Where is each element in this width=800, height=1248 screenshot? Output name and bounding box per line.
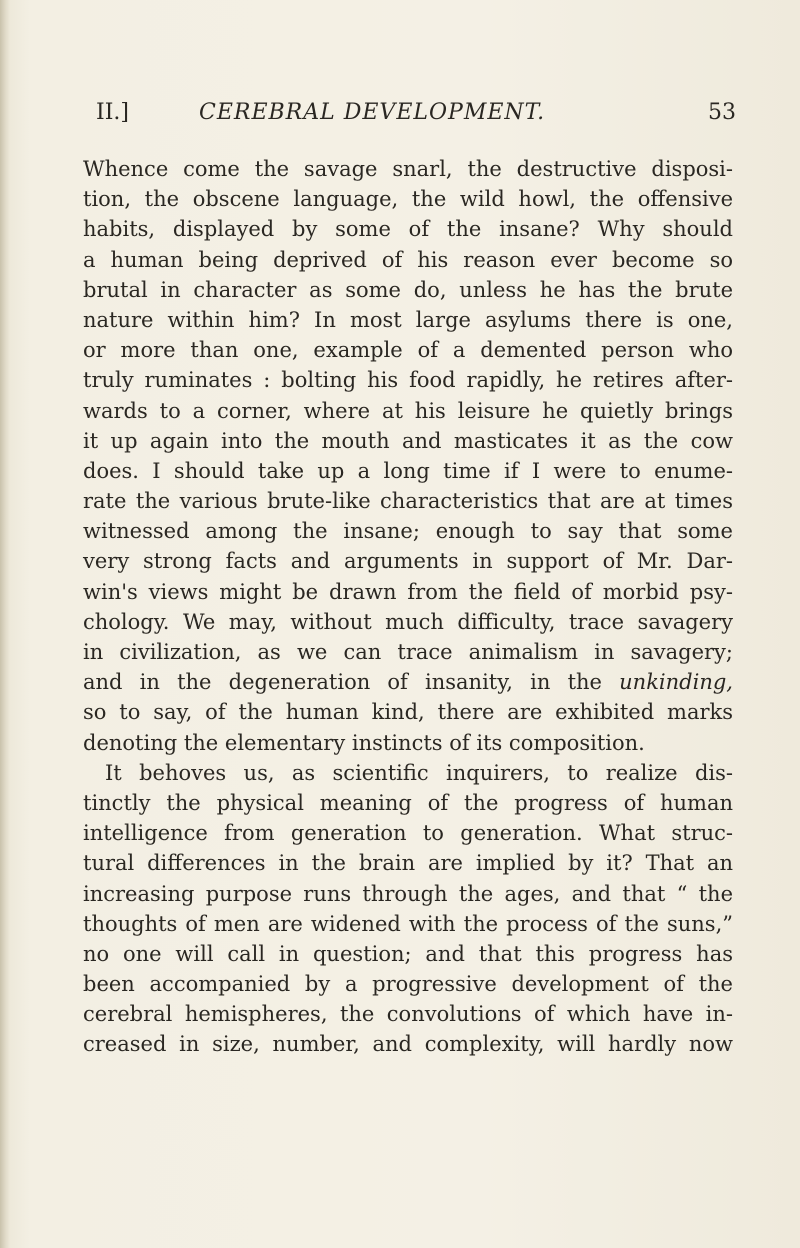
text-line: brutal in character as some do, unless he has the brute bbox=[83, 277, 733, 302]
section-number: II.] bbox=[96, 100, 129, 125]
running-title: CEREBRAL DEVELOPMENT. bbox=[199, 100, 546, 125]
text-line: tural differences in the brain are implied by it? That an bbox=[83, 851, 733, 876]
text-line: chology. We may, without much difficulty, trace savagery bbox=[83, 609, 733, 634]
text-line: it up again into the mouth and masticates it as the cow bbox=[83, 428, 733, 453]
text-line: Whence come the savage snarl, the destructive disposi- bbox=[83, 157, 733, 181]
text-line: tion, the obscene language, the wild howl, the offensive bbox=[83, 187, 733, 212]
text-line: cerebral hemispheres, the convolutions of which have in- bbox=[83, 1002, 733, 1027]
text-line: or more than one, example of a demented person who bbox=[83, 338, 733, 363]
text-line: win's views might be drawn from the field of morbid psy- bbox=[83, 579, 733, 604]
text-line: increasing purpose runs through the ages, and that “ the bbox=[83, 881, 733, 906]
text-line-with-italic bbox=[83, 667, 733, 697]
text-line: creased in size, number, and complexity, will hardly now bbox=[83, 1032, 733, 1057]
text-line: very strong facts and arguments in support of Mr. Dar- bbox=[83, 549, 733, 574]
text-line: rate the various brute-like characteristics that are at times bbox=[83, 489, 733, 514]
text-line: no one will call in question; and that this progress has bbox=[83, 941, 733, 966]
page-number: 53 bbox=[708, 100, 736, 125]
text-line: habits, displayed by some of the insane? Why should bbox=[83, 217, 733, 242]
text-segment: and in the degeneration of insanity, in the bbox=[83, 670, 602, 695]
text-line: wards to a corner, where at his leisure he quietly brings bbox=[83, 398, 733, 423]
running-header bbox=[96, 100, 736, 130]
text-line: truly ruminates : bolting his food rapidly, he retires after- bbox=[83, 368, 733, 393]
body-text bbox=[83, 154, 733, 1060]
text-line: witnessed among the insane; enough to say that some bbox=[83, 519, 733, 544]
text-line: does. I should take up a long time if I were to enume- bbox=[83, 458, 733, 483]
text-line: thoughts of men are widened with the process of the suns,” bbox=[83, 911, 733, 936]
text-line: nature within him? In most large asylums there is one, bbox=[83, 307, 733, 332]
text-line: been accompanied by a progressive development of the bbox=[83, 972, 733, 997]
page-binding-edge bbox=[0, 0, 10, 1248]
text-line: so to say, of the human kind, there are exhibited marks bbox=[83, 700, 733, 725]
italic-word: unkinding, bbox=[619, 670, 733, 695]
text-line: intelligence from generation to generation. What struc- bbox=[83, 821, 733, 846]
text-line: denoting the elementary instincts of its composition. bbox=[83, 730, 645, 755]
text-line: a human being deprived of his reason ever become so bbox=[83, 247, 733, 272]
text-line: tinctly the physical meaning of the progress of human bbox=[83, 790, 733, 815]
paragraph-start-line: It behoves us, as scientific inquirers, to realize dis- bbox=[105, 760, 733, 785]
text-line: in civilization, as we can trace animalism in savagery; bbox=[83, 640, 733, 664]
